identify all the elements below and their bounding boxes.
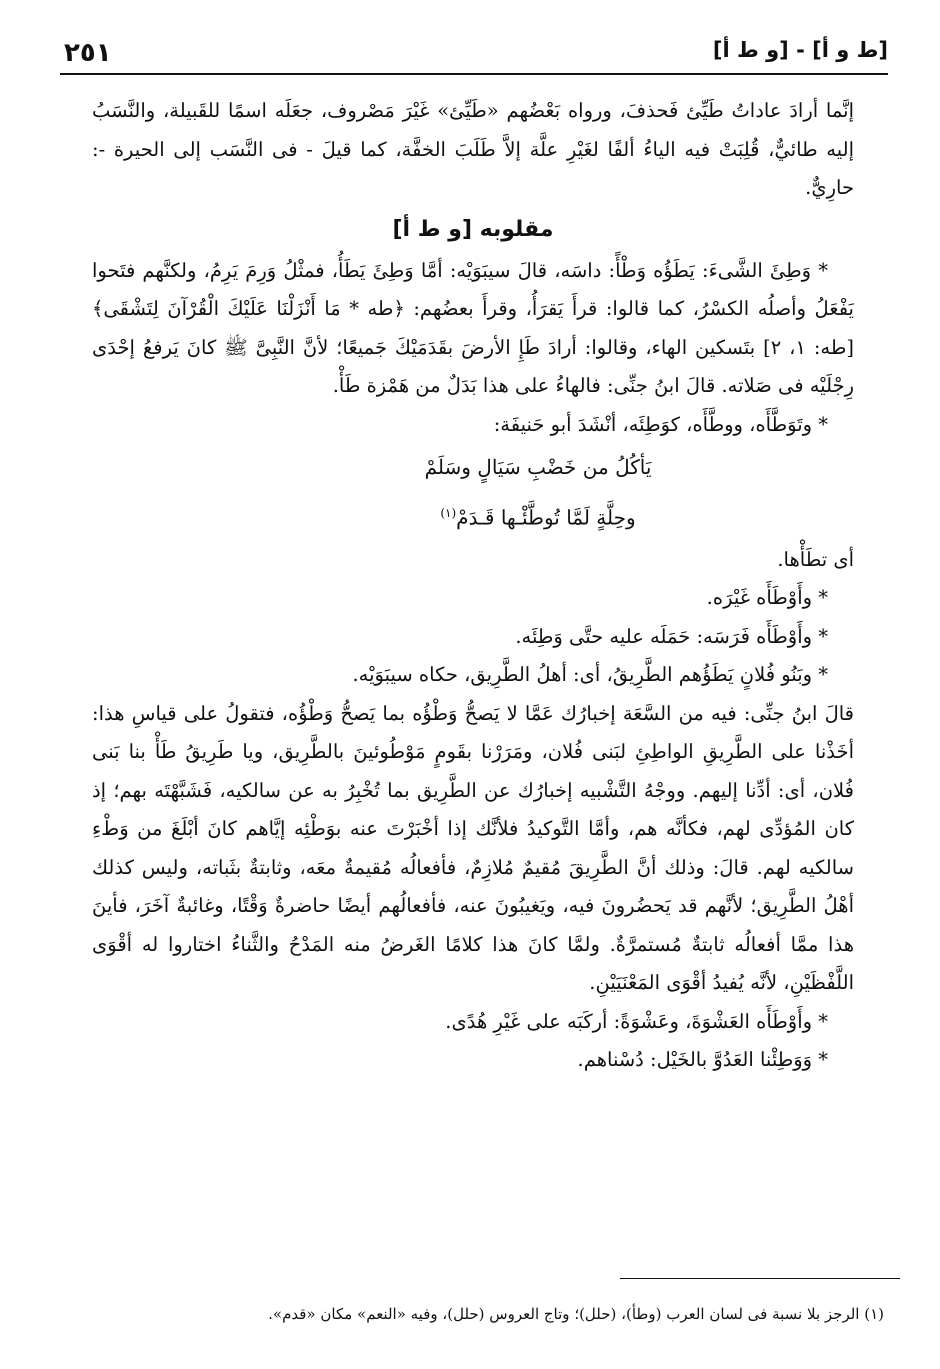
entry-awtaahu-farasahu: * وأَوْطَأَه فَرَسَه: حَمَلَه عليه حتَّى وَطِئَه. [515,624,828,648]
entry-banu-fulan: * وبَنُو فُلانٍ يَطَؤُهم الطَّرِيقُ، أى: أهلُ الطَّرِيق، حكاه سيبَوَيْه. [352,663,828,687]
entry-tawattaa: * وتَوَطَّأَه، ووطَّأَه، كوَطِئَه، أنْشَدَ أبو حَنيفَة: [493,412,828,436]
verse-line-2-text: وحِلَّةٍ لَمَّا تُوطَّئْـها قَـدَمْ [456,505,636,530]
entry-ashwa: * وأَوْطَأَه العَشْوَةَ، وعَشْوَةً: أركَبَه على غَيْرِ هُدًى. [445,1009,828,1033]
entry-watina-al-aduw: * وَوَطِئْنا العَدُوَّ بالخَيْل: دُسْناهم. [577,1048,828,1072]
ibn-jinni-commentary: قالَ ابنُ جنِّى: فيه من السَّعَة إخبارُك عَمَّا لا يَصحُّ وَطْؤُه بما يَصحُّ وَطْؤُه، فتقولُ على قياسِ هذا: أخَذْنا على الطَّرِيقِ الواطِئِ لبَنى فُلان، ومَرَرْنا بقَومٍ مَوْطُوئينَ بالطَّرِيق، ويا طَرِيقُ طَأْ بنا بَنى فُلان، أى: أدِّنا إليهم. ووجْهُ التَّشْبيه إخبارُك عن الطَّرِيق بما تُخْبِرُ به عن سالكيه، فَشَبَّهْتَه بهم؛ إذ كان المُؤدِّى لهم، فكأنَّه هم، وأمَّا التَّوكيدُ فلأنَّك إذا أخْبَرْتَ عنه بوَطْئِه إيَّاهم كانَ أبْلَغَ من وَطْءِ سالكيه لهم. قالَ: وذلك أنَّ الطَّرِيقَ مُقيمٌ مُلازِمٌ، فأفعالُه مُقيمةٌ معَه، وثابتةٌ بثَباته، وليس كذلك أهْلُ الطَّرِيق؛ لأنَّهم قد يَحضُرونَ فيه، ويَغيبُونَ عنه، فأفعالُهم أيضًا حاضرةٌ وَقْتًا، وغائبةٌ آخَرَ، فأينَ هذا ممَّا أفعالُه ثابتةٌ مُستمرَّةٌ. ولمَّا كانَ هذا كلامًا الغَرضُ منه المَدْحُ والثَّناءُ اختاروا له أقْوَى اللَّفْظَيْنِ، لأنَّه يُفيدُ أقْوَى المَعْنَيَيْنِ. [92,701,854,995]
verse-quote [92,444,854,541]
entry-awtaahu: * وأَوْطَأَه غَيْرَه. [706,586,828,610]
footnote: (١) الرجز بلا نسبة فى لسان العرب (وطأ)، (حلل)؛ وتاج العروس (حلل)، وفيه «النعم» مكان «قدم». [268,1305,884,1323]
page-number: ٢٥١ [64,38,112,68]
page-header [64,34,888,74]
running-head: [ط و أ] - [و ط أ] [712,38,888,62]
paragraph-continuation: إنَّما أرادَ عاداتُ طَيِّئ فَحذفَ، ورواه بَعْضُهم «طَيِّئ» غَيْرَ مَصْروف، جعَلَه اسمًا للقَبيلة، والنَّسَبُ إليه طائيٌّ، قُلِبَتْ فيه الياءُ ألفًا لغَيْرِ علَّة إلاَّ طَلَبَ الخفَّة، كما قيلَ - فى النَّسَب إلى الحيرة -: حارِيٌّ. [92,99,854,199]
section-heading: مقلوبه [و ط أ] [392,216,554,242]
header-rule [60,73,888,75]
main-text [92,92,854,1080]
footnote-rule [620,1278,900,1279]
verse-line-2 [92,490,854,541]
entry-wati-a: * وَطِئَ الشَّىءَ: يَطَؤُه وَطْأً: داسَه، قالَ سيبَوَيْه: أمَّا وَطِئَ يَطَأُ، فمثْلُ وَرِمَ يَرِمُ، ولكنَّهم فتَحوا يَفْعَلُ وأصلُه الكسْرُ، كما قالوا: قرأَ يَقرَأُ، وقرأَ بعضُهم: ﴿طه * مَا أَنْزَلْنَا عَلَيْكَ الْقُرْآنَ لِتَشْقَى﴾ [طه: ١، ٢] بتَسكين الهاء، وقالوا: أرادَ طَإِ الأرضَ بقَدَمَيْكَ جَميعًا؛ لأنَّ النَّبِىَّ ﷺ كانَ يَرفعُ إحْدَى رِجْلَيْه فى صَلاته. قالَ ابنُ جنِّى: فالهاءُ على هذا بَدَلٌ من هَمْزة طَأْ. [92,258,854,397]
gloss-line: أى تطَأْها. [777,547,854,571]
footnote-marker: (١) [440,506,457,520]
verse-line-1: يَأكُلُ من خَضْبِ سَيَالٍ وسَلَمْ [424,455,652,479]
